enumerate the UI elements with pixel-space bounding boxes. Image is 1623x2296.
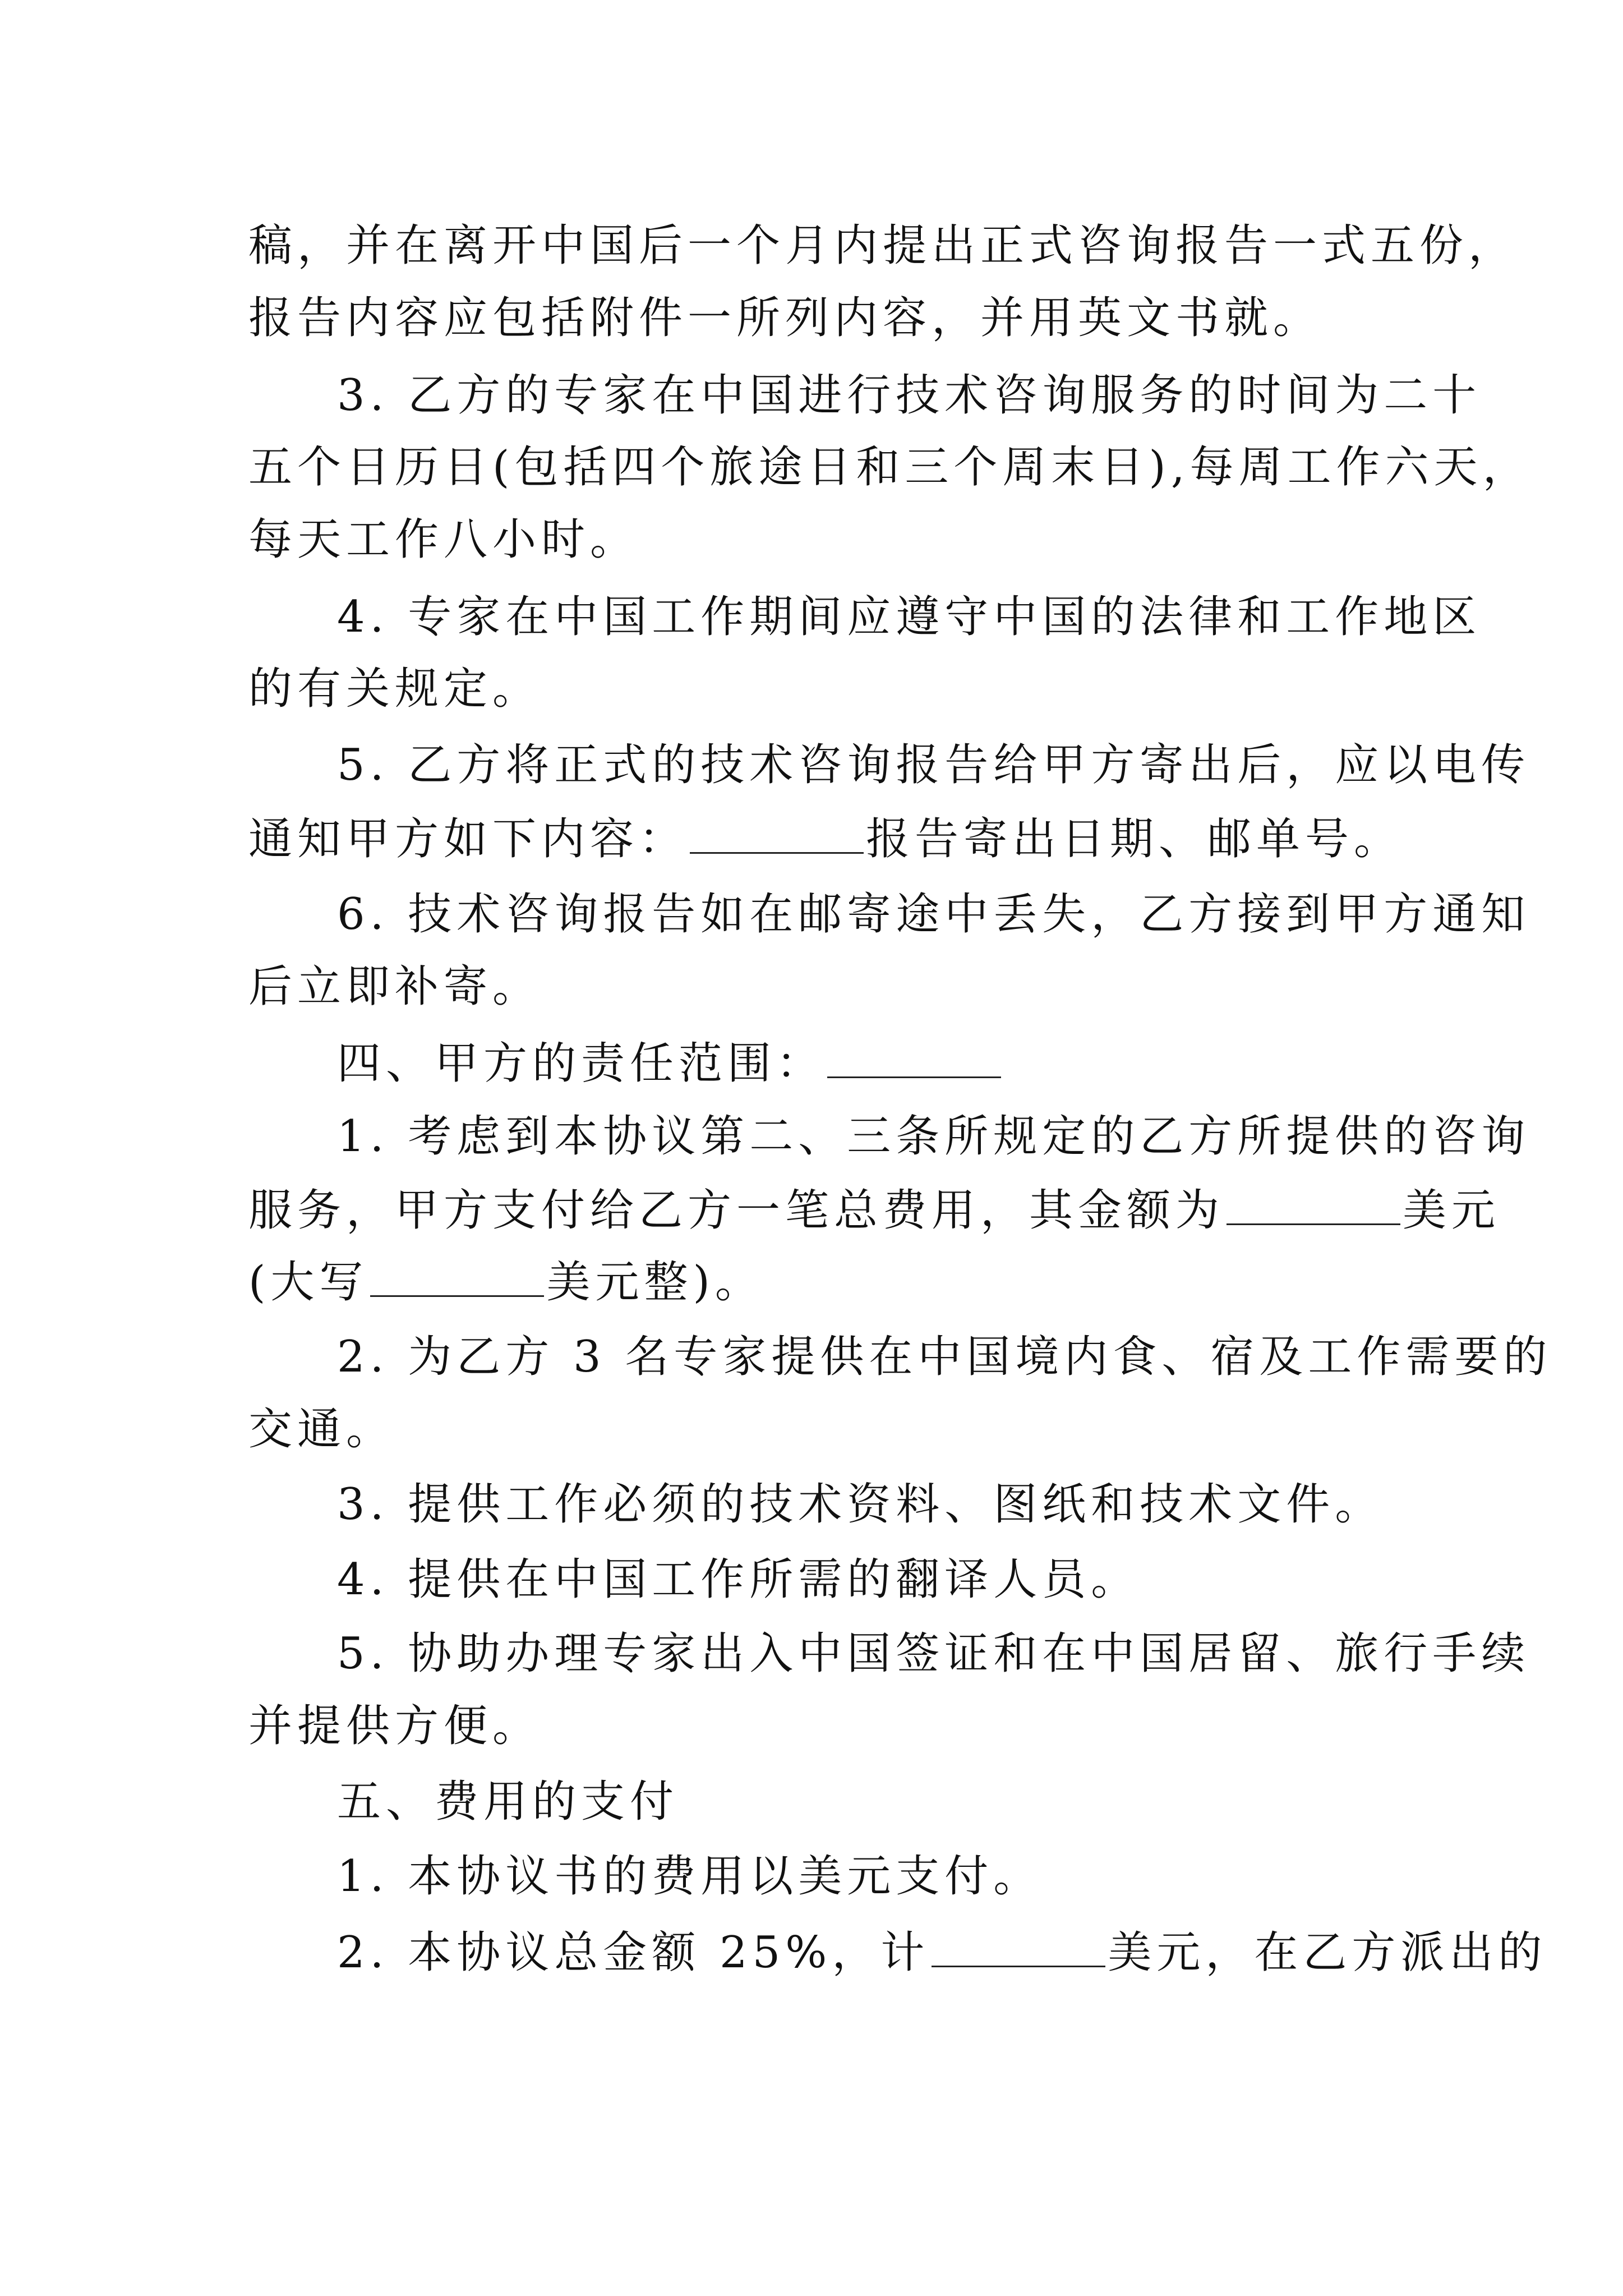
fill-in-blank[interactable] [370, 1253, 544, 1297]
text-line: 的有关规定。 [248, 664, 542, 714]
text-line-with-blank [248, 1181, 1500, 1237]
text-line-with-blank [337, 1923, 1547, 1979]
section-heading-line [337, 1034, 1003, 1090]
text-line: 每天工作八小时。 [248, 514, 639, 565]
fill-in-blank[interactable] [827, 1034, 1001, 1078]
text-line: 1. 本协议书的费用以美元支付。 [337, 1851, 1043, 1902]
text-line: 后立即补寄。 [248, 961, 542, 1012]
text-segment: 美元，在乙方派出的 [1108, 1927, 1547, 1978]
section-heading: 四、甲方的责任范围： [337, 1038, 826, 1089]
text-line: 5. 协助办理专家出入中国签证和在中国居留、旅行手续 [337, 1628, 1530, 1679]
text-line-with-blank [248, 809, 1403, 866]
text-line: 1. 考虑到本协议第二、三条所规定的乙方所提供的咨询 [337, 1111, 1530, 1162]
text-line: 五个日历日(包括四个旅途日和三个周末日),每周工作六天， [248, 442, 1532, 493]
text-line: 2. 为乙方 3 名专家提供在中国境内食、宿及工作需要的 [337, 1332, 1552, 1382]
section-heading: 五、费用的支付 [337, 1777, 679, 1827]
text-line-with-blank [248, 1253, 764, 1309]
text-segment: 美元 [1403, 1185, 1501, 1236]
fill-in-blank[interactable] [690, 809, 864, 854]
fill-in-blank[interactable] [932, 1923, 1105, 1967]
text-line: 4. 专家在中国工作期间应遵守中国的法律和工作地区 [337, 592, 1482, 642]
text-line: 并提供方便。 [248, 1701, 542, 1751]
text-segment: 2. 本协议总金额 25%，计 [337, 1927, 930, 1978]
text-segment: (大写 [248, 1257, 368, 1308]
text-line: 交通。 [248, 1404, 395, 1455]
text-line: 稿，并在离开中国后一个月内提出正式咨询报告一式五份， [248, 220, 1518, 271]
text-segment: 美元整)。 [546, 1257, 764, 1308]
text-line: 6. 技术咨询报告如在邮寄途中丢失，乙方接到甲方通知 [337, 889, 1530, 940]
text-segment: 服务，甲方支付给乙方一笔总费用，其金额为 [248, 1185, 1225, 1236]
text-segment: 报告寄出日期、邮单号。 [866, 814, 1403, 864]
text-line: 报告内容应包括附件一所列内容，并用英文书就。 [248, 293, 1322, 343]
text-line: 4. 提供在中国工作所需的翻译人员。 [337, 1554, 1140, 1605]
fill-in-blank[interactable] [1227, 1181, 1400, 1225]
text-line: 3. 乙方的专家在中国进行技术咨询服务的时间为二十 [337, 370, 1482, 421]
text-line: 5. 乙方将正式的技术咨询报告给甲方寄出后，应以电传 [337, 740, 1530, 790]
text-segment: 通知甲方如下内容： [248, 814, 688, 864]
text-line: 3. 提供工作必须的技术资料、图纸和技术文件。 [337, 1479, 1384, 1530]
